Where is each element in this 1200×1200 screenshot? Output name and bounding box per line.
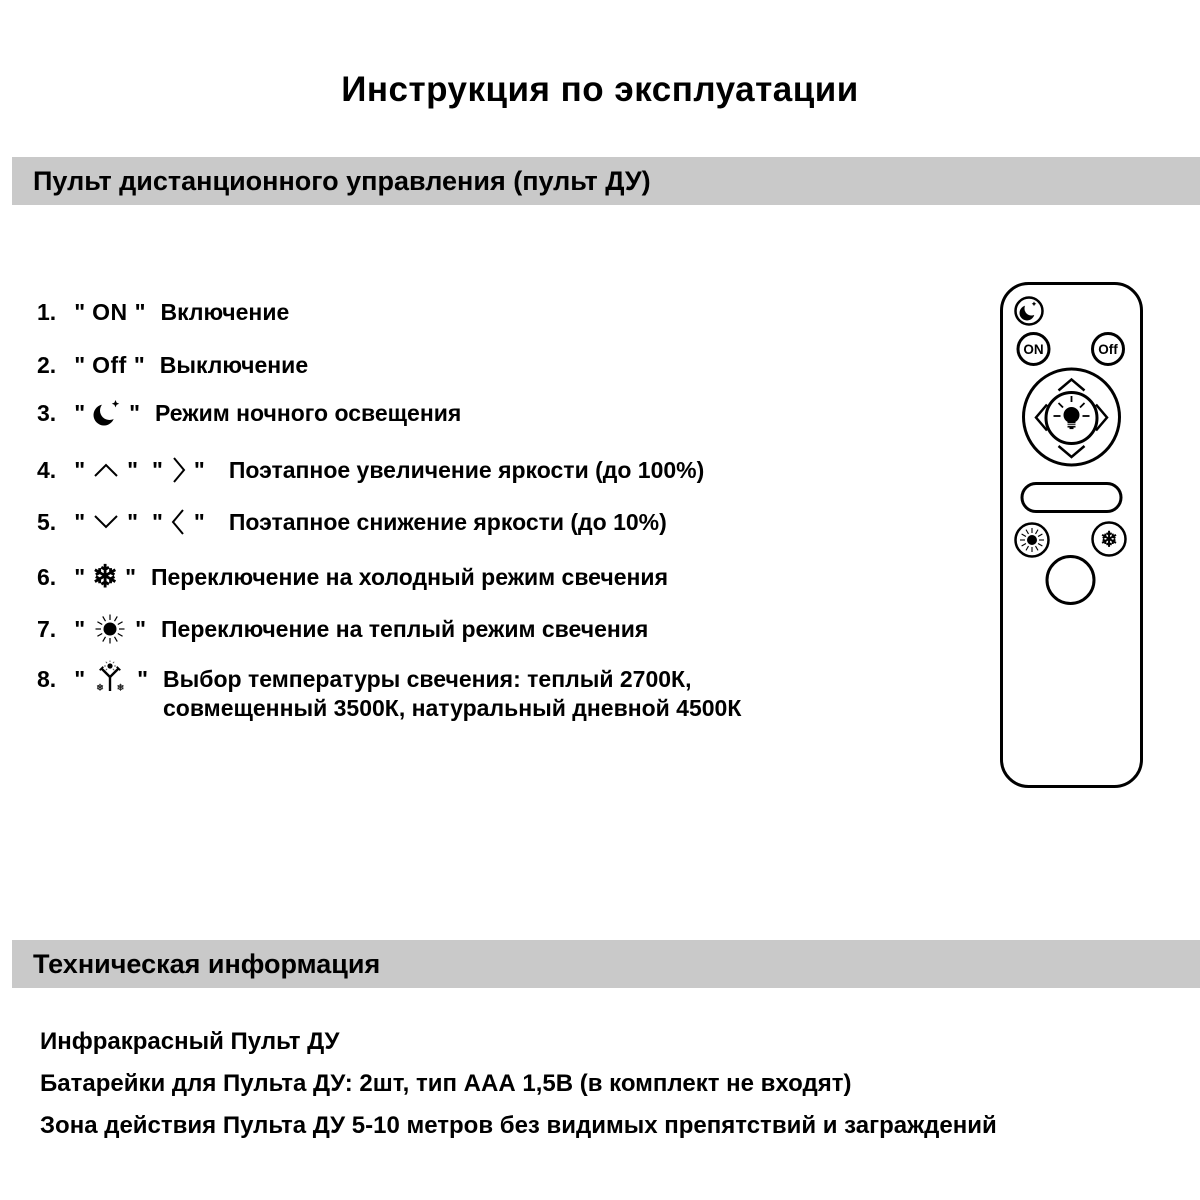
quote-mark: " (193, 508, 205, 535)
snowflake-icon: ❄ (1100, 528, 1118, 552)
remote-control-diagram (999, 281, 1146, 791)
mini-snowflake-icon: ❄ (96, 682, 104, 693)
remote-warm-mode-button (1016, 524, 1049, 557)
list-item-night-mode (37, 395, 461, 431)
item-number: 1. (37, 298, 57, 325)
list-item-color-temperature (37, 665, 741, 727)
list-item-warm-mode (37, 611, 648, 647)
mini-snowflake-icon: ❄ (116, 682, 125, 693)
item-text: Выключение (159, 351, 309, 378)
quote-mark: " (74, 615, 86, 642)
technical-info (40, 1028, 997, 1154)
quote-mark: " (127, 456, 138, 483)
crescent-moon-icon (92, 397, 122, 429)
item-text: Поэтапное снижение яркости (до 10%) (228, 508, 667, 535)
item-text: Поэтапное увеличение яркости (до 100%) (228, 456, 705, 483)
sun-icon (92, 611, 128, 647)
list-item-brightness-down (37, 504, 667, 540)
section-header-tech (12, 940, 1200, 988)
item-number: 8. (37, 666, 57, 692)
quote-mark: " (134, 298, 146, 325)
quote-mark: " (125, 563, 136, 590)
item-number: 3. (37, 399, 57, 426)
item-number: 4. (37, 456, 57, 483)
item-text: Переключение на холодный режим свечения (150, 563, 668, 590)
section-header-tech-label: Техническая информация (33, 948, 381, 979)
list-item-brightness-up (37, 452, 704, 488)
off-label: Off (92, 351, 127, 378)
item-text: Включение (160, 298, 290, 325)
tech-line-batteries: Батарейки для Пульта ДУ: 2шт, тип ААА 1,5В (в комплект не входят) (40, 1070, 852, 1097)
quote-mark: " (152, 508, 163, 535)
snowflake-icon: ❄ (92, 559, 119, 594)
quote-mark: " (127, 508, 138, 535)
quote-mark: " (193, 456, 205, 483)
quote-mark: " (135, 615, 146, 642)
chevron-down-icon (92, 513, 120, 531)
item-text: Режим ночного освещения (155, 399, 462, 426)
section-header-remote-label: Пульт дистанционного управления (пульт ДУ) (33, 165, 651, 196)
item-number: 7. (37, 615, 57, 642)
item-text-line1: Выбор температуры свечения: теплый 2700К, (163, 666, 692, 692)
quote-mark: " (133, 351, 145, 378)
remote-off-label: Off (1098, 342, 1118, 357)
quote-mark: " (74, 351, 86, 378)
quote-mark: " (74, 508, 86, 535)
section-header-remote (12, 157, 1200, 205)
quote-mark: " (74, 298, 86, 325)
item-text (163, 665, 741, 723)
quote-mark: " (129, 399, 140, 426)
item-number: 5. (37, 508, 57, 535)
list-item-cold-mode (37, 559, 668, 595)
chevron-left-icon (170, 507, 187, 537)
item-number: 2. (37, 351, 57, 378)
quote-mark: " (74, 666, 86, 692)
page-title: Инструкция по эксплуатации (341, 70, 859, 109)
quote-mark: " (74, 456, 86, 483)
list-item-off (37, 347, 308, 383)
color-temperature-selector-icon (92, 660, 130, 698)
quote-mark: " (74, 399, 86, 426)
item-text-line2: совмещенный 3500К, натуральный дневной 4500К (163, 695, 742, 721)
remote-on-label: ON (1023, 342, 1044, 357)
sun-icon (1027, 535, 1037, 545)
tech-line-remote-type: Инфракрасный Пульт ДУ (40, 1028, 340, 1055)
quote-mark: " (74, 563, 86, 590)
chevron-up-icon (92, 461, 120, 479)
tech-line-range: Зона действия Пульта ДУ 5-10 метров без видимых препятствий и заграждений (40, 1112, 997, 1139)
item-number: 6. (37, 563, 57, 590)
quote-mark: " (152, 456, 163, 483)
quote-mark: " (137, 666, 148, 692)
item-text: Переключение на теплый режим свечения (161, 615, 649, 642)
on-label: ON (92, 298, 128, 325)
list-item-on (37, 294, 289, 330)
chevron-right-icon (170, 455, 187, 485)
